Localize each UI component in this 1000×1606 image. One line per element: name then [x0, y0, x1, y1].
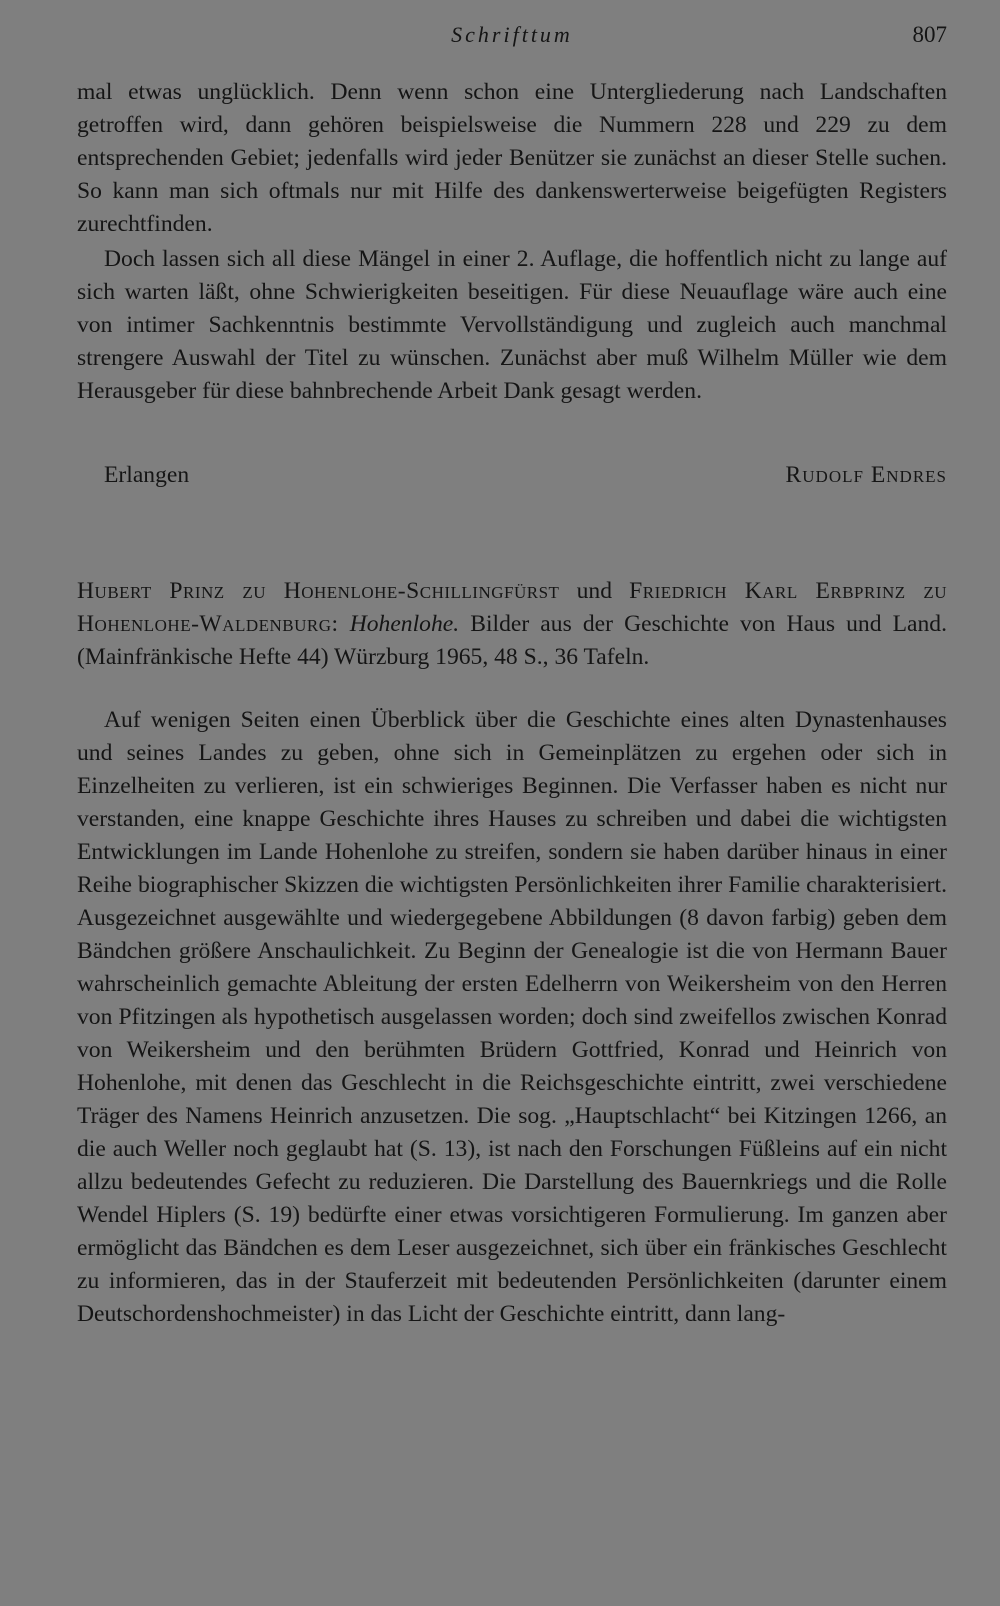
page-header	[77, 22, 947, 56]
reviewer-place: Erlangen	[104, 462, 190, 488]
reviewer-name: Rudolf Endres	[785, 462, 947, 488]
book-details: Bilder aus der Geschichte von Haus und Land. (Mainfränkische Hefte 44) Würzburg 1965, 48 S., 36 Tafeln.	[77, 611, 947, 670]
book-authors-part1: Hubert Prinz zu Hohenlohe-Schillingfürst	[77, 578, 560, 604]
book-title: Hohenlohe.	[349, 611, 460, 637]
page-number: 807	[912, 22, 947, 47]
running-title: Schrifttum	[451, 22, 573, 47]
review-signoff	[104, 462, 947, 498]
review-paragraph-closing: Doch lassen sich all diese Mängel in einer 2. Auflage, die hoffentlich nicht zu lange auf sich warten läßt, ohne Schwierigkeiten beseitigen. Für diese Neuauflage wäre auch eine von intimer Sachkenntnis bestimmte Vervollständigung und zugleich auch manchmal strengere Auswahl der Titel zu wünschen. Zunächst aber muß Wilhelm Müller wie dem Herausgeber für diese bahnbrechende Arbeit Dank gesagt werden.	[77, 246, 947, 404]
authors-connector: und	[576, 578, 612, 604]
book-authors-part2: Friedrich Karl Erbprinz zu Hohenlohe-Waldenburg:	[77, 578, 947, 637]
bibliographic-entry	[77, 575, 947, 674]
review-body: Auf wenigen Seiten einen Überblick über die Geschichte eines alten Dynastenhauses und seines Landes zu geben, ohne sich in Gemeinplätzen zu ergehen oder sich in Einzelheiten zu verlieren, ist ein schwieriges Beginnen. Die Verfasser haben es nicht nur verstanden, eine knappe Geschichte ihres Hauses zu schreiben und dabei die wichtigsten Entwicklungen im Lande Hohenlohe zu streifen, sondern sie haben darüber hinaus in einer Reihe biographischer Skizzen die wichtigsten Persönlichkeiten ihrer Familie charakterisiert. Ausgezeichnet ausgewählte und wiedergegebene Abbildungen (8 davon farbig) geben dem Bändchen größere Anschaulichkeit. Zu Beginn der Genealogie ist die von Hermann Bauer wahrscheinlich gemachte Ableitung der ersten Edelherrn von Weikersheim von den Herren von Pfitzingen als hypothetisch ausgelassen worden; doch sind zweifellos zwischen Konrad von Weikersheim und den berühmten Brüdern Gottfried, Konrad und Heinrich von Hohenlohe, mit denen das Geschlecht in die Reichsgeschichte eintritt, zwei verschiedene Träger des Namens Heinrich anzusetzen. Die sog. „Hauptschlacht“ bei Kitzingen 1266, an die auch Weller noch geglaubt hat (S. 13), ist nach den Forschungen Füßleins auf ein nicht allzu bedeutendes Gefecht zu reduzieren. Die Darstellung des Bauernkriegs und die Rolle Wendel Hiplers (S. 19) bedürfte einer etwas vorsichtigeren Formulierung. Im ganzen aber ermöglicht das Bändchen es dem Leser ausgezeichnet, sich über ein fränkisches Geschlecht zu informieren, das in der Stauferzeit mit bedeutenden Persönlichkeiten (darunter einem Deutschordenshochmeister) in das Licht der Geschichte eintritt, dann lang-	[77, 707, 947, 1327]
review-paragraph-continued: mal etwas unglücklich. Denn wenn schon eine Untergliederung nach Landschaften getroffen wird, dann gehören beispielsweise die Nummern 228 und 229 zu dem entsprechenden Gebiet; jedenfalls wird jeder Benützer sie zunächst an dieser Stelle suchen. So kann man sich oftmals nur mit Hilfe des dankenswerterweise beigefügten Registers zurechtfinden.	[77, 79, 947, 237]
